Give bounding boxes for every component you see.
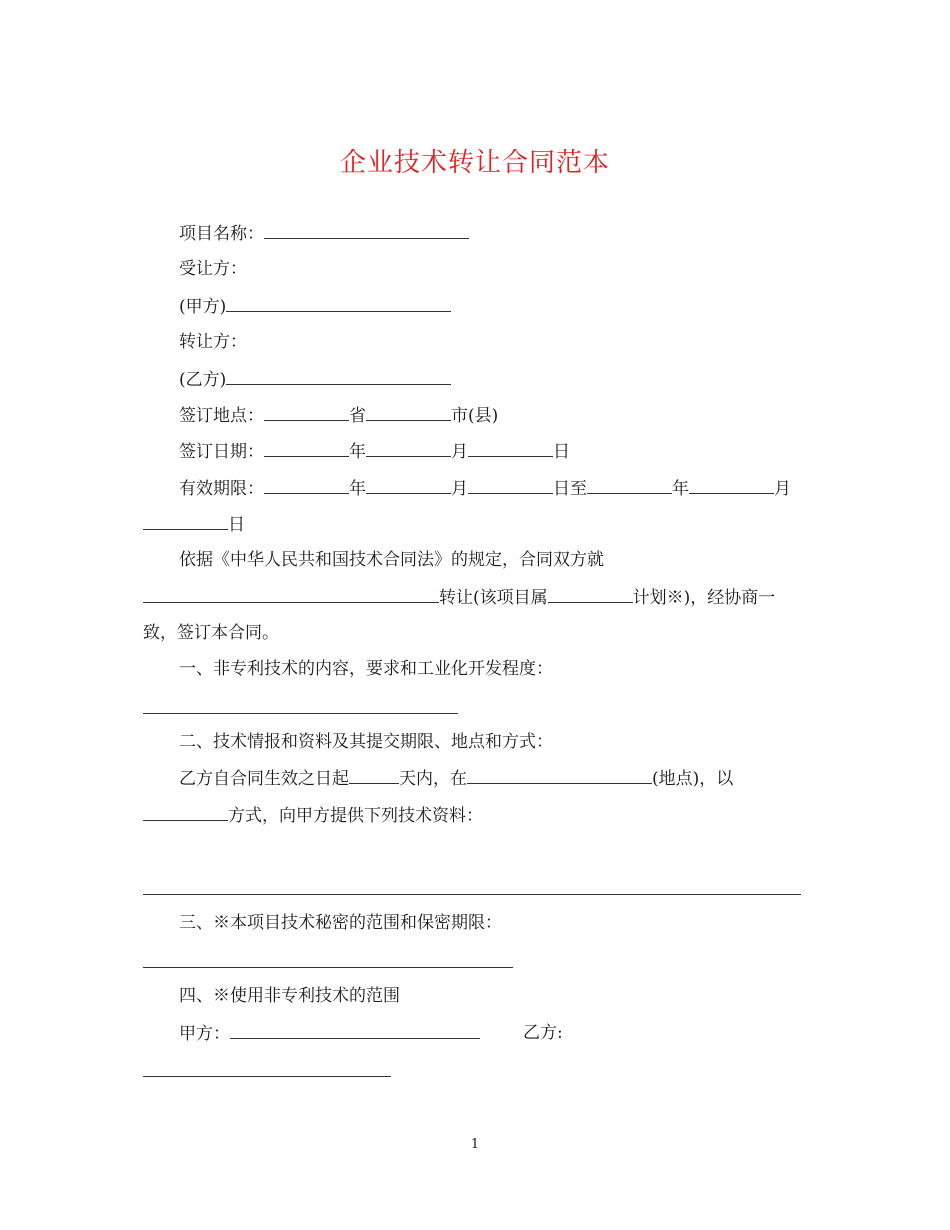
section-2-text-c: (地点)，以 — [652, 769, 734, 789]
validity-line — [179, 477, 791, 500]
sign-date-label: 签订日期： — [179, 442, 264, 462]
validity-line-cont — [143, 513, 245, 536]
intro-line-2 — [143, 586, 775, 609]
section-4-heading: 四、※使用非专利技术的范围 — [179, 986, 400, 1006]
valid-to-month-blank[interactable] — [689, 477, 774, 494]
day-label: 日 — [553, 442, 570, 462]
party-a-sign-blank[interactable] — [230, 1022, 480, 1039]
section-2-text-a: 乙方自合同生效之日起 — [179, 769, 349, 789]
section-2-para-1 — [179, 767, 733, 790]
sign-place-label: 签订地点： — [179, 406, 264, 426]
method-blank[interactable] — [143, 804, 228, 821]
validity-label: 有效期限： — [179, 479, 264, 499]
section-1-heading: 一、非专利技术的内容，要求和工业化开发程度： — [179, 659, 553, 679]
section-3-answer-rule[interactable] — [143, 967, 513, 968]
sign-month-blank[interactable] — [366, 440, 451, 457]
party-a-sign-label: 甲方： — [179, 1024, 230, 1044]
party-a-blank[interactable] — [226, 295, 451, 312]
day-to-label: 日至 — [553, 479, 587, 499]
technology-name-blank[interactable] — [143, 586, 439, 603]
valid-to-day-blank[interactable] — [143, 513, 228, 530]
page-number: 1 — [470, 1137, 480, 1152]
section-2-heading: 二、技术情报和资料及其提交期限、地点和方式： — [179, 732, 553, 752]
transferee-label: 受让方： — [179, 259, 247, 279]
section-2-text-b: 天内，在 — [399, 769, 467, 789]
intro-line-1: 依据《中华人民共和国技术合同法》的规定，合同双方就 — [179, 550, 604, 570]
party-b-sign-rule[interactable] — [143, 1076, 391, 1077]
city-blank[interactable] — [366, 404, 451, 421]
sign-place-line — [179, 404, 498, 427]
signature-line — [179, 1022, 480, 1045]
project-name-label: 项目名称： — [179, 224, 264, 244]
location-blank[interactable] — [467, 767, 652, 784]
section-2-text-d: 方式，向甲方提供下列技术资料： — [228, 806, 483, 826]
valid-from-day-blank[interactable] — [468, 477, 553, 494]
section-1-answer-rule[interactable] — [143, 713, 458, 714]
party-b-line — [179, 368, 451, 391]
day-label: 日 — [228, 515, 245, 535]
province-label: 省 — [349, 406, 366, 426]
valid-to-year-blank[interactable] — [587, 477, 672, 494]
section-2-para-2 — [143, 804, 483, 827]
year-label: 年 — [349, 479, 366, 499]
party-b-sign-label: 乙方: — [523, 1023, 563, 1043]
party-b-blank[interactable] — [226, 368, 451, 385]
document-title: 企业技术转让合同范本 — [339, 148, 610, 178]
transfer-text-1: 转让(该项目属 — [439, 588, 548, 608]
party-a-line — [179, 295, 451, 318]
transfer-text-2: 计划※)，经协商一 — [632, 588, 776, 608]
transferor-label: 转让方： — [179, 332, 247, 352]
year-label: 年 — [349, 442, 366, 462]
party-a-label: (甲方) — [179, 297, 227, 317]
sign-day-blank[interactable] — [468, 440, 553, 457]
valid-from-month-blank[interactable] — [366, 477, 451, 494]
province-blank[interactable] — [264, 404, 349, 421]
plan-blank[interactable] — [548, 586, 633, 603]
project-name-blank[interactable] — [264, 222, 469, 239]
days-blank[interactable] — [349, 767, 399, 784]
intro-line-3: 致，签订本合同。 — [143, 623, 279, 643]
sign-year-blank[interactable] — [264, 440, 349, 457]
month-label: 月 — [451, 479, 468, 499]
month-label: 月 — [774, 479, 791, 499]
section-2-answer-rule[interactable] — [143, 894, 801, 895]
party-b-label: (乙方) — [179, 370, 227, 390]
project-name-line — [179, 222, 469, 245]
sign-date-line — [179, 440, 570, 463]
city-label: 市(县) — [451, 406, 499, 426]
valid-from-year-blank[interactable] — [264, 477, 349, 494]
year-label: 年 — [672, 479, 689, 499]
section-3-heading: 三、※本项目技术秘密的范围和保密期限： — [179, 913, 502, 933]
month-label: 月 — [451, 442, 468, 462]
